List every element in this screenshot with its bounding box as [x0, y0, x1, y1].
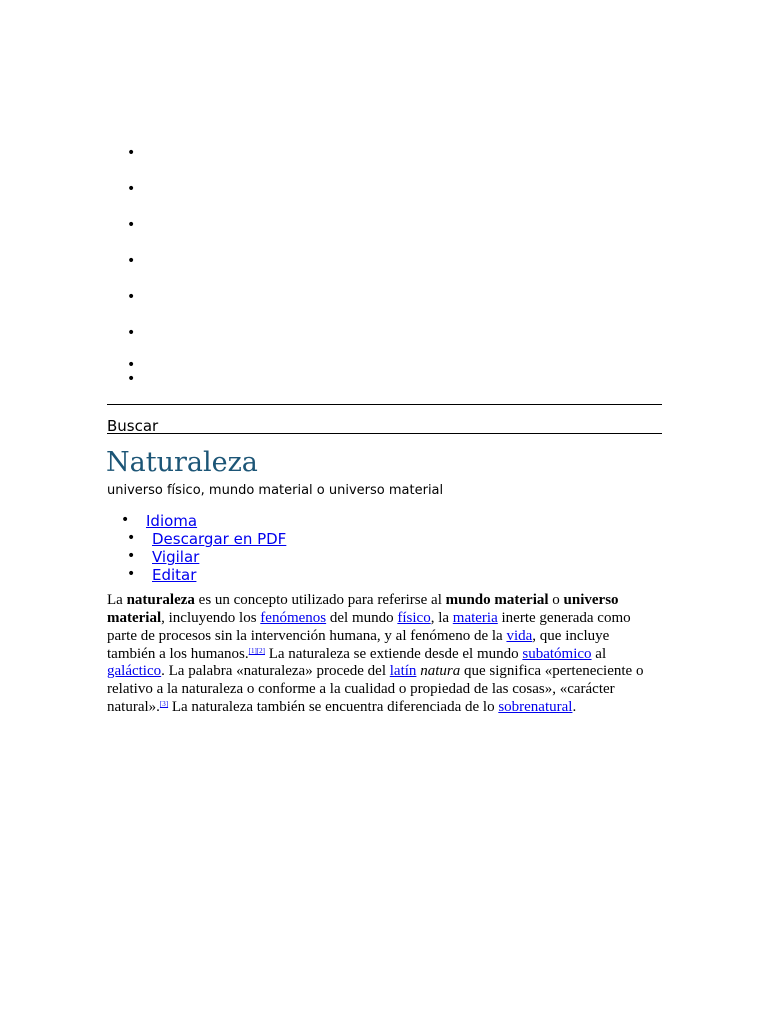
nav-list-item: [127, 358, 135, 372]
text-run: inerte generada como parte de procesos sin la intervención humana, y al fenómeno de la: [107, 609, 631, 644]
bold-term-naturaleza: naturaleza: [126, 592, 195, 608]
nav-list-item: [127, 182, 135, 196]
link-fisico[interactable]: físico: [397, 609, 431, 626]
link-vida[interactable]: vida: [506, 627, 533, 644]
link-fenomenos[interactable]: fenómenos: [260, 609, 327, 626]
bullet: •: [127, 566, 136, 582]
text-run: La: [107, 592, 127, 608]
bullet: •: [127, 530, 136, 546]
action-item-download: [127, 529, 287, 548]
action-item-watch: [127, 547, 200, 566]
text-run: o: [548, 592, 564, 608]
link-materia[interactable]: materia: [452, 609, 498, 626]
bullet: •: [127, 548, 136, 564]
page-title: Naturaleza: [106, 447, 258, 478]
text-run: , la: [430, 609, 453, 626]
text-run: del mundo: [326, 609, 398, 626]
text-run: . La palabra «naturaleza» procede del: [161, 663, 390, 680]
text-run: La naturaleza se extiende desde el mundo: [264, 645, 523, 662]
edit-link[interactable]: Editar: [152, 566, 197, 584]
nav-list-item: [127, 254, 135, 268]
article-intro-paragraph: [107, 592, 655, 717]
search-bottom-border: [107, 433, 662, 434]
italic-term-natura: natura: [420, 663, 461, 680]
text-run: , que incluye también a los humanos.: [107, 627, 610, 662]
reference-link-3[interactable]: [3]: [159, 700, 169, 709]
bullet: •: [121, 512, 130, 528]
nav-list-item: [127, 218, 135, 232]
action-item-language: [121, 511, 198, 530]
link-sobrenatural[interactable]: sobrenatural: [498, 699, 573, 716]
nav-list-item: [127, 290, 135, 304]
search-top-border: [107, 404, 662, 405]
text-run: al: [591, 645, 607, 662]
page-subtitle: universo físico, mundo material o universo material: [107, 483, 444, 498]
nav-list-item: [127, 326, 135, 340]
search-label: Buscar: [107, 417, 159, 435]
link-galactico[interactable]: galáctico: [107, 663, 162, 680]
language-link[interactable]: Idioma: [146, 512, 198, 530]
reference-link-1-2[interactable]: [1][2]: [248, 646, 265, 655]
text-run: que significa «perteneciente o relativo a la naturaleza o conforme a la cualidad o propiedad de las cosas», «carácter natural».: [107, 663, 644, 716]
text-run: es un concepto utilizado para referirse al: [194, 592, 446, 608]
text-run: La naturaleza también se encuentra diferenciada de lo: [168, 699, 499, 716]
bold-term-universo-material: universo material: [107, 592, 619, 626]
nav-list-item: [127, 372, 135, 386]
text-run: .: [572, 699, 577, 716]
link-latin[interactable]: latín: [389, 663, 417, 680]
nav-list-item: [127, 146, 135, 160]
watch-link[interactable]: Vigilar: [152, 548, 200, 566]
text-run: , incluyendo los: [161, 609, 261, 626]
link-subatomico[interactable]: subatómico: [522, 645, 592, 662]
bold-term-mundo-material: mundo material: [445, 592, 549, 608]
action-item-edit: [127, 565, 197, 584]
download-pdf-link[interactable]: Descargar en PDF: [152, 530, 287, 548]
